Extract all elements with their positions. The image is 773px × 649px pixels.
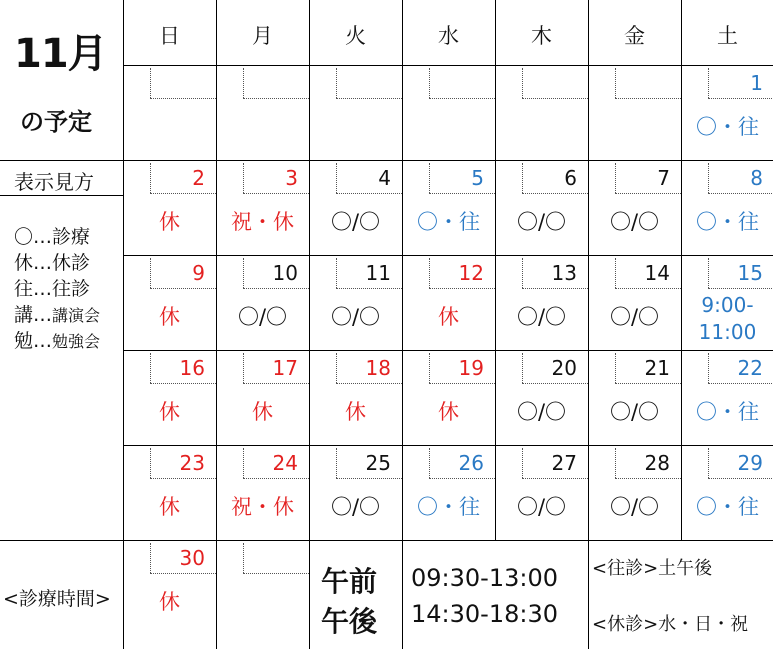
schedule-mark: 〇/〇 [609,305,660,329]
day-box-border [243,288,309,289]
day-box-border [150,258,151,288]
day-box-border [522,478,588,479]
day-box-border [243,543,244,573]
day-box-border [243,98,309,99]
legend-text: 講演会 [52,306,101,325]
day-box-border [243,258,244,288]
schedule-mark: 〇・往 [696,115,759,139]
day-box-border [336,163,337,193]
hours-label: <診療時間> [3,588,111,610]
schedule-mark: 9:00- [701,293,754,317]
am-label: 午前 [321,565,378,598]
day-box-border [336,193,402,194]
day-number: 17 [272,356,298,380]
grid-line [123,0,124,540]
day-number: 28 [644,451,670,475]
day-number: 5 [471,166,484,190]
day-box-border [243,478,309,479]
day-number: 1 [750,71,763,95]
schedule-mark: 〇/〇 [609,400,660,424]
day-box-border [615,68,616,98]
day-box-border [429,68,430,98]
day-box-border [429,163,430,193]
day-number: 20 [551,356,577,380]
day-number: 24 [272,451,298,475]
day-number: 25 [365,451,391,475]
day-box-border [522,258,523,288]
weekday-header: 日 [159,24,180,48]
day-box-border [429,383,495,384]
day-box-border [708,448,709,478]
schedule-mark: 休 [252,400,273,424]
grid-line [309,540,310,649]
grid-line [0,540,773,541]
weekday-header: 火 [345,24,366,48]
schedule-mark: 〇/〇 [516,495,567,519]
day-number: 4 [378,166,391,190]
day-box-border [243,163,244,193]
day-box-border [708,353,709,383]
day-box-border [150,543,151,573]
schedule-mark: 休 [345,400,366,424]
day-box-border [615,448,616,478]
weekday-header: 木 [531,24,552,48]
day-box-border [336,68,337,98]
grid-line [402,540,403,649]
day-box-border [615,288,681,289]
month-title: 11月 [14,31,107,77]
legend-sep: … [33,226,53,248]
day-box-border [243,68,244,98]
day-number: 9 [192,261,205,285]
day-box-border [522,288,588,289]
day-box-border [243,573,309,574]
day-box-border [429,258,430,288]
day-box-border [522,68,523,98]
schedule-mark: 休 [438,305,459,329]
legend-text: 診療 [52,226,91,248]
grid-line [216,540,217,649]
day-box-border [615,193,681,194]
day-box-border [243,448,244,478]
day-box-border [429,288,495,289]
schedule-mark: 〇/〇 [330,305,381,329]
schedule-mark: 休 [159,495,180,519]
day-number: 26 [458,451,484,475]
day-box-border [336,478,402,479]
schedule-mark: 祝・休 [231,210,294,234]
day-box-border [150,288,216,289]
day-box-border [150,193,216,194]
day-number: 15 [737,261,763,285]
grid-line [123,350,773,351]
schedule-mark: 〇・往 [417,210,480,234]
day-box-border [708,193,773,194]
day-number: 30 [179,546,205,570]
grid-line [681,0,682,540]
grid-line [216,0,217,540]
legend-text: 勉強会 [52,332,101,351]
day-box-border [522,383,588,384]
legend-item [14,302,100,329]
day-box-border [336,288,402,289]
day-box-border [150,383,216,384]
day-box-border [429,193,495,194]
day-box-border [615,98,681,99]
day-box-border [708,478,773,479]
grid-line [0,160,773,161]
am-time: 09:30-13:00 [411,564,558,592]
day-box-border [429,98,495,99]
day-box-border [615,258,616,288]
visit-note: <往診>土午後 [592,558,713,579]
day-box-border [336,98,402,99]
pm-time: 14:30-18:30 [411,600,558,628]
day-box-border [708,258,709,288]
schedule-mark: 休 [159,210,180,234]
day-number: 23 [179,451,205,475]
day-box-border [522,448,523,478]
day-number: 11 [365,261,391,285]
day-box-border [708,163,709,193]
grid-line [123,65,773,66]
legend-sep: … [33,278,53,300]
day-box-border [150,353,151,383]
legend-text: 往診 [52,278,91,300]
day-box-border [243,353,244,383]
day-box-border [522,163,523,193]
day-box-border [429,478,495,479]
day-number: 10 [272,261,298,285]
schedule-mark: 〇・往 [696,210,759,234]
grid-line [123,445,773,446]
schedule-mark: 〇/〇 [516,210,567,234]
legend-item [14,328,100,355]
schedule-mark: 〇/〇 [609,495,660,519]
day-box-border [522,98,588,99]
day-number: 13 [551,261,577,285]
legend-item [14,250,90,276]
grid-line [0,195,123,196]
schedule-mark: 〇/〇 [516,400,567,424]
day-number: 29 [737,451,763,475]
day-number: 21 [644,356,670,380]
day-box-border [150,163,151,193]
pm-label: 午後 [321,605,378,638]
day-box-border [150,478,216,479]
day-box-border [150,573,216,574]
schedule-mark: 〇/〇 [330,495,381,519]
legend-sep: … [33,330,53,352]
day-box-border [336,448,337,478]
day-number: 19 [458,356,484,380]
day-box-border [429,448,430,478]
legend-key: 往 [14,278,34,300]
schedule-mark: 〇・往 [417,495,480,519]
day-box-border [243,193,309,194]
day-box-border [336,353,337,383]
schedule-mark: 11:00 [698,320,757,344]
day-box-border [150,98,216,99]
grid-line [309,0,310,540]
grid-line [495,0,496,540]
day-box-border [708,68,709,98]
day-box-border [615,383,681,384]
schedule-mark: 〇・往 [696,495,759,519]
day-number: 2 [192,166,205,190]
weekday-header: 金 [624,24,645,48]
schedule-mark: 〇/〇 [516,305,567,329]
day-number: 14 [644,261,670,285]
day-box-border [708,383,773,384]
legend-heading: 表示見方 [14,170,94,194]
day-box-border [150,68,151,98]
day-box-border [708,98,773,99]
grid-line [123,255,773,256]
grid-line [402,0,403,540]
legend-sep: … [33,252,53,274]
legend-sep: … [33,304,53,326]
day-number: 6 [564,166,577,190]
weekday-header: 月 [252,24,273,48]
day-number: 18 [365,356,391,380]
closed-note: <休診>水・日・祝 [592,614,749,635]
legend-key: 〇 [14,226,34,248]
schedule-mark: 休 [159,590,180,614]
day-number: 27 [551,451,577,475]
day-box-border [615,478,681,479]
day-box-border [615,163,616,193]
schedule-mark: 休 [159,400,180,424]
day-number: 22 [737,356,763,380]
day-number: 8 [750,166,763,190]
day-box-border [522,193,588,194]
legend-item [14,224,90,250]
schedule-mark: 休 [159,305,180,329]
day-box-border [336,258,337,288]
legend-item [14,276,90,302]
weekday-header: 土 [717,24,738,48]
schedule-mark: 〇/〇 [330,210,381,234]
day-box-border [429,353,430,383]
grid-line [588,540,589,649]
schedule-subtitle: の予定 [20,108,92,136]
day-number: 3 [285,166,298,190]
day-number: 16 [179,356,205,380]
schedule-mark: 〇/〇 [237,305,288,329]
day-box-border [522,353,523,383]
day-box-border [615,353,616,383]
schedule-mark: 祝・休 [231,495,294,519]
day-number: 12 [458,261,484,285]
legend-key: 講 [14,304,34,326]
day-box-border [243,383,309,384]
legend-key: 休 [14,252,34,274]
schedule-mark: 休 [438,400,459,424]
grid-line [588,0,589,540]
day-number: 7 [657,166,670,190]
schedule-mark: 〇/〇 [609,210,660,234]
legend-text: 休診 [52,252,91,274]
weekday-header: 水 [438,24,459,48]
day-box-border [708,288,773,289]
schedule-mark: 〇・往 [696,400,759,424]
day-box-border [336,383,402,384]
legend-key: 勉 [14,330,34,352]
day-box-border [150,448,151,478]
